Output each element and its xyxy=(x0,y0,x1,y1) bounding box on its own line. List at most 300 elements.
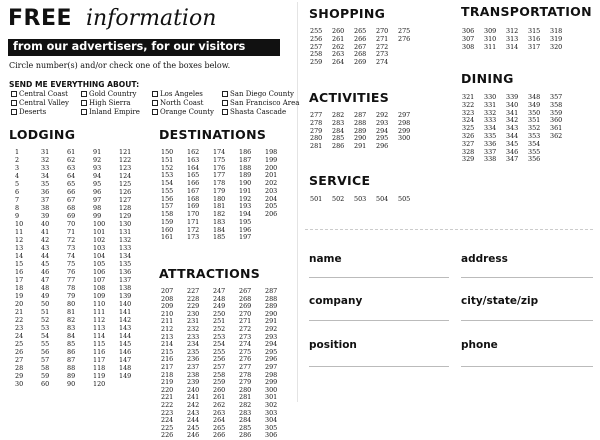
number-option[interactable]: 24 xyxy=(15,332,24,340)
number-option[interactable]: 293 xyxy=(376,118,389,127)
number-option[interactable]: 281 xyxy=(239,393,252,402)
number-option[interactable]: 74 xyxy=(67,252,76,260)
number-option[interactable]: 292 xyxy=(376,111,389,119)
number-option[interactable]: 155 xyxy=(161,186,174,195)
number-option[interactable]: 327 xyxy=(462,139,475,148)
number-option[interactable]: 178 xyxy=(213,179,226,187)
number-option[interactable]: 267 xyxy=(354,42,367,51)
number-option[interactable]: 167 xyxy=(187,186,200,195)
region-checkbox-central-coast[interactable] xyxy=(11,90,68,98)
number-option[interactable]: 1 xyxy=(15,148,20,156)
number-option[interactable]: 56 xyxy=(41,348,50,356)
number-option[interactable]: 84 xyxy=(67,332,76,340)
number-option[interactable]: 41 xyxy=(41,228,50,236)
number-option[interactable]: 254 xyxy=(213,340,226,349)
number-option[interactable]: 207 xyxy=(161,287,174,295)
number-option[interactable]: 268 xyxy=(239,294,252,303)
number-option[interactable]: 43 xyxy=(41,244,50,252)
number-option[interactable]: 307 xyxy=(462,34,475,43)
number-option[interactable]: 51 xyxy=(41,308,50,316)
number-option[interactable]: 214 xyxy=(161,340,174,349)
number-option[interactable]: 306 xyxy=(265,431,278,440)
number-option[interactable]: 36 xyxy=(41,188,50,196)
number-option[interactable]: 108 xyxy=(93,284,106,292)
number-option[interactable]: 236 xyxy=(187,355,200,364)
number-option[interactable]: 118 xyxy=(93,364,106,372)
number-option[interactable] xyxy=(398,143,420,151)
number-option[interactable]: 80 xyxy=(67,300,76,308)
number-option[interactable]: 20 xyxy=(15,300,24,308)
number-option[interactable]: 46 xyxy=(41,268,50,276)
number-option[interactable]: 265 xyxy=(354,27,367,35)
number-option[interactable]: 332 xyxy=(484,108,497,117)
number-option[interactable]: 270 xyxy=(376,27,389,35)
number-option[interactable]: 135 xyxy=(119,260,132,268)
number-option[interactable]: 317 xyxy=(528,42,541,51)
number-option[interactable]: 129 xyxy=(119,212,132,220)
number-option[interactable]: 112 xyxy=(93,316,106,324)
number-option[interactable]: 124 xyxy=(119,172,132,180)
number-option[interactable]: 169 xyxy=(187,202,200,211)
number-option[interactable]: 330 xyxy=(484,93,497,101)
number-option[interactable]: 228 xyxy=(187,294,200,303)
number-option[interactable]: 358 xyxy=(550,100,563,109)
number-option[interactable]: 168 xyxy=(187,194,200,203)
number-option[interactable]: 215 xyxy=(161,347,174,356)
number-option[interactable]: 37 xyxy=(41,196,50,204)
number-option[interactable]: 329 xyxy=(462,155,475,164)
number-option[interactable]: 40 xyxy=(41,220,50,228)
number-option[interactable]: 55 xyxy=(41,340,50,348)
number-option[interactable]: 299 xyxy=(265,378,278,387)
number-option[interactable]: 115 xyxy=(93,340,106,348)
number-option[interactable]: 253 xyxy=(213,332,226,341)
number-option[interactable]: 172 xyxy=(187,225,200,234)
number-option[interactable]: 276 xyxy=(239,355,252,364)
number-option[interactable]: 114 xyxy=(93,332,106,340)
number-option[interactable]: 194 xyxy=(239,210,252,218)
number-option[interactable]: 237 xyxy=(187,362,200,371)
number-option[interactable]: 310 xyxy=(484,34,497,43)
number-option[interactable]: 191 xyxy=(239,186,252,195)
number-option[interactable]: 104 xyxy=(93,252,106,260)
number-option[interactable]: 90 xyxy=(67,380,76,388)
checkbox-square[interactable] xyxy=(81,91,87,97)
checkbox-square[interactable] xyxy=(81,109,87,115)
number-option[interactable]: 109 xyxy=(93,292,106,300)
number-option[interactable]: 18 xyxy=(15,284,24,292)
number-option[interactable]: 78 xyxy=(67,284,76,292)
number-option[interactable]: 91 xyxy=(93,148,102,156)
number-option[interactable]: 182 xyxy=(213,210,226,218)
number-option[interactable]: 297 xyxy=(265,362,278,371)
number-option[interactable]: 130 xyxy=(119,220,132,228)
number-option[interactable]: 279 xyxy=(239,378,252,387)
number-option[interactable]: 26 xyxy=(15,348,24,356)
number-option[interactable]: 162 xyxy=(187,148,200,156)
number-option[interactable]: 156 xyxy=(161,194,174,203)
number-option[interactable]: 305 xyxy=(265,423,278,432)
number-option[interactable]: 503 xyxy=(354,195,367,203)
number-option[interactable]: 166 xyxy=(187,179,200,187)
region-checkbox-shasta-cascade[interactable] xyxy=(222,108,286,116)
region-checkbox-orange-county[interactable] xyxy=(152,108,214,116)
number-option[interactable]: 159 xyxy=(161,217,174,226)
number-option[interactable]: 85 xyxy=(67,340,76,348)
number-option[interactable]: 351 xyxy=(528,116,541,125)
number-option[interactable]: 262 xyxy=(213,400,226,409)
number-option[interactable]: 181 xyxy=(213,202,226,211)
number-option[interactable]: 146 xyxy=(119,348,132,356)
name-field[interactable] xyxy=(309,277,449,278)
number-option[interactable]: 89 xyxy=(67,372,76,380)
number-option[interactable]: 319 xyxy=(550,34,563,43)
number-option[interactable]: 193 xyxy=(239,202,252,211)
number-option[interactable]: 211 xyxy=(161,317,174,326)
number-option[interactable]: 158 xyxy=(161,210,174,218)
number-option[interactable]: 283 xyxy=(332,118,345,127)
number-option[interactable]: 264 xyxy=(213,416,226,425)
number-option[interactable]: 165 xyxy=(187,171,200,180)
number-option[interactable]: 249 xyxy=(213,302,226,311)
number-option[interactable]: 34 xyxy=(41,172,50,180)
number-option[interactable]: 308 xyxy=(462,42,475,51)
number-option[interactable]: 289 xyxy=(265,302,278,311)
region-checkbox-san-diego-county[interactable] xyxy=(222,90,294,98)
number-option[interactable] xyxy=(550,156,572,164)
number-option[interactable]: 341 xyxy=(506,108,519,117)
number-option[interactable]: 83 xyxy=(67,324,76,332)
number-option[interactable]: 4 xyxy=(15,172,20,180)
number-option[interactable]: 239 xyxy=(187,378,200,387)
number-option[interactable]: 300 xyxy=(265,385,278,394)
number-option[interactable]: 259 xyxy=(213,378,226,387)
number-option[interactable]: 217 xyxy=(161,362,174,371)
number-option[interactable]: 316 xyxy=(528,34,541,43)
number-option[interactable]: 14 xyxy=(15,252,24,260)
number-option[interactable]: 295 xyxy=(265,347,278,356)
number-option[interactable]: 318 xyxy=(550,27,563,35)
checkbox-square[interactable] xyxy=(11,100,17,106)
number-option[interactable]: 16 xyxy=(15,268,24,276)
number-option[interactable]: 323 xyxy=(462,108,475,117)
number-option[interactable]: 209 xyxy=(161,302,174,311)
number-option[interactable]: 297 xyxy=(398,111,411,119)
number-option[interactable]: 177 xyxy=(213,171,226,180)
number-option[interactable]: 50 xyxy=(41,300,50,308)
number-option[interactable]: 10 xyxy=(15,220,24,228)
number-option[interactable]: 42 xyxy=(41,236,50,244)
number-option[interactable]: 3 xyxy=(15,164,20,172)
number-option[interactable]: 30 xyxy=(15,380,24,388)
number-option[interactable]: 282 xyxy=(239,400,252,409)
number-option[interactable]: 127 xyxy=(119,196,132,204)
number-option[interactable]: 218 xyxy=(161,370,174,379)
number-option[interactable]: 8 xyxy=(15,204,20,212)
number-option[interactable]: 82 xyxy=(67,316,76,324)
number-option[interactable]: 205 xyxy=(265,202,278,211)
number-option[interactable]: 293 xyxy=(265,332,278,341)
number-option[interactable]: 284 xyxy=(239,416,252,425)
number-option[interactable]: 338 xyxy=(484,155,497,164)
number-option[interactable]: 69 xyxy=(67,212,76,220)
number-option[interactable]: 274 xyxy=(376,58,389,67)
number-option[interactable]: 180 xyxy=(213,194,226,203)
number-option[interactable]: 71 xyxy=(67,228,76,236)
number-option[interactable] xyxy=(265,227,291,235)
number-option[interactable]: 352 xyxy=(528,124,541,133)
number-option[interactable]: 148 xyxy=(119,364,132,372)
checkbox-square[interactable] xyxy=(222,109,228,115)
number-option[interactable]: 153 xyxy=(161,171,174,180)
number-option[interactable]: 216 xyxy=(161,355,174,364)
checkbox-square[interactable] xyxy=(11,91,17,97)
number-option[interactable]: 198 xyxy=(265,148,278,156)
number-option[interactable]: 260 xyxy=(213,385,226,394)
number-option[interactable]: 265 xyxy=(213,423,226,432)
number-option[interactable]: 59 xyxy=(41,372,50,380)
number-option[interactable]: 226 xyxy=(161,431,174,440)
number-option[interactable]: 200 xyxy=(265,163,278,172)
number-option[interactable]: 303 xyxy=(265,408,278,417)
number-option[interactable]: 201 xyxy=(265,171,278,180)
number-option[interactable]: 258 xyxy=(310,50,323,59)
number-option[interactable]: 15 xyxy=(15,260,24,268)
number-option[interactable]: 243 xyxy=(187,408,200,417)
number-option[interactable]: 256 xyxy=(310,34,323,43)
number-option[interactable]: 263 xyxy=(332,50,345,59)
number-option[interactable]: 339 xyxy=(506,93,519,101)
number-option[interactable]: 242 xyxy=(187,400,200,409)
number-option[interactable]: 99 xyxy=(93,212,102,220)
number-option[interactable]: 267 xyxy=(239,287,252,295)
number-option[interactable]: 271 xyxy=(239,317,252,326)
number-option[interactable]: 225 xyxy=(161,423,174,432)
number-option[interactable]: 143 xyxy=(119,324,132,332)
number-option[interactable]: 314 xyxy=(506,42,519,51)
number-option[interactable]: 60 xyxy=(41,380,50,388)
number-option[interactable]: 277 xyxy=(310,111,323,119)
number-option[interactable]: 44 xyxy=(41,252,50,260)
number-option[interactable]: 268 xyxy=(354,50,367,59)
number-option[interactable]: 96 xyxy=(93,188,102,196)
number-option[interactable]: 184 xyxy=(213,225,226,234)
number-option[interactable]: 161 xyxy=(161,233,174,242)
number-option[interactable]: 27 xyxy=(15,356,24,364)
number-option[interactable]: 13 xyxy=(15,244,24,252)
number-option[interactable]: 87 xyxy=(67,356,76,364)
number-option[interactable]: 79 xyxy=(67,292,76,300)
number-option[interactable]: 66 xyxy=(67,188,76,196)
number-option[interactable]: 110 xyxy=(93,300,106,308)
region-checkbox-central-valley[interactable] xyxy=(11,99,69,107)
checkbox-square[interactable] xyxy=(11,109,17,115)
number-option[interactable]: 292 xyxy=(265,324,278,333)
number-option[interactable]: 324 xyxy=(462,116,475,125)
number-option[interactable]: 359 xyxy=(550,108,563,117)
number-option[interactable]: 261 xyxy=(213,393,226,402)
number-option[interactable]: 345 xyxy=(506,139,519,148)
number-option[interactable]: 342 xyxy=(506,116,519,125)
number-option[interactable]: 100 xyxy=(93,220,106,228)
checkbox-square[interactable] xyxy=(81,100,87,106)
number-option[interactable]: 128 xyxy=(119,204,132,212)
number-option[interactable]: 247 xyxy=(213,287,226,295)
number-option[interactable]: 171 xyxy=(187,217,200,226)
number-option[interactable]: 355 xyxy=(528,147,541,156)
number-option[interactable]: 151 xyxy=(161,155,174,164)
number-option[interactable]: 117 xyxy=(93,356,106,364)
number-option[interactable]: 95 xyxy=(93,180,102,188)
number-option[interactable]: 5 xyxy=(15,180,20,188)
number-option[interactable]: 312 xyxy=(506,27,519,35)
number-option[interactable]: 208 xyxy=(161,294,174,303)
number-option[interactable]: 145 xyxy=(119,340,132,348)
number-option[interactable]: 220 xyxy=(161,385,174,394)
number-option[interactable]: 204 xyxy=(265,194,278,203)
number-option[interactable]: 285 xyxy=(239,423,252,432)
number-option[interactable]: 233 xyxy=(187,332,200,341)
number-option[interactable]: 279 xyxy=(310,126,323,135)
number-option[interactable]: 97 xyxy=(93,196,102,204)
position-field[interactable] xyxy=(309,366,449,367)
number-option[interactable]: 255 xyxy=(310,27,323,35)
number-option[interactable]: 73 xyxy=(67,244,76,252)
number-option[interactable]: 68 xyxy=(67,204,76,212)
number-option[interactable]: 294 xyxy=(376,126,389,135)
number-option[interactable]: 283 xyxy=(239,408,252,417)
number-option[interactable]: 57 xyxy=(41,356,50,364)
region-checkbox-deserts[interactable] xyxy=(11,108,46,116)
number-option[interactable]: 126 xyxy=(119,188,132,196)
number-option[interactable]: 278 xyxy=(310,118,323,127)
number-option[interactable]: 119 xyxy=(93,372,106,380)
number-option[interactable]: 197 xyxy=(239,233,252,242)
number-option[interactable]: 164 xyxy=(187,163,200,172)
number-option[interactable]: 252 xyxy=(213,324,226,333)
number-option[interactable]: 86 xyxy=(67,348,76,356)
number-option[interactable]: 337 xyxy=(484,147,497,156)
number-option[interactable]: 277 xyxy=(239,362,252,371)
number-option[interactable]: 67 xyxy=(67,196,76,204)
number-option[interactable]: 272 xyxy=(239,324,252,333)
number-option[interactable]: 273 xyxy=(376,50,389,59)
number-option[interactable]: 255 xyxy=(213,347,226,356)
number-option[interactable]: 309 xyxy=(484,27,497,35)
number-option[interactable] xyxy=(550,149,572,157)
number-option[interactable]: 170 xyxy=(187,210,200,218)
number-option[interactable]: 250 xyxy=(213,309,226,318)
number-option[interactable]: 335 xyxy=(484,131,497,140)
number-option[interactable]: 2 xyxy=(15,156,20,164)
checkbox-square[interactable] xyxy=(222,100,228,106)
number-option[interactable]: 270 xyxy=(239,309,252,318)
number-option[interactable]: 213 xyxy=(161,332,174,341)
number-option[interactable]: 222 xyxy=(161,400,174,409)
number-option[interactable]: 134 xyxy=(119,252,132,260)
number-option[interactable]: 238 xyxy=(187,370,200,379)
number-option[interactable]: 251 xyxy=(213,317,226,326)
number-option[interactable]: 212 xyxy=(161,324,174,333)
number-option[interactable]: 163 xyxy=(187,155,200,164)
number-option[interactable]: 35 xyxy=(41,180,50,188)
number-option[interactable]: 260 xyxy=(332,27,345,35)
number-option[interactable]: 353 xyxy=(528,131,541,140)
number-option[interactable]: 210 xyxy=(161,309,174,318)
number-option[interactable]: 235 xyxy=(187,347,200,356)
number-option[interactable]: 340 xyxy=(506,100,519,109)
number-option[interactable]: 282 xyxy=(332,111,345,119)
number-option[interactable]: 284 xyxy=(332,126,345,135)
number-option[interactable]: 257 xyxy=(310,42,323,51)
number-option[interactable]: 132 xyxy=(119,236,132,244)
number-option[interactable]: 334 xyxy=(484,124,497,133)
number-option[interactable]: 280 xyxy=(310,134,323,143)
number-option[interactable]: 120 xyxy=(93,380,106,388)
number-option[interactable]: 272 xyxy=(376,42,389,51)
number-option[interactable]: 287 xyxy=(354,111,367,119)
number-option[interactable]: 103 xyxy=(93,244,106,252)
region-checkbox-los-angeles[interactable] xyxy=(152,90,203,98)
number-option[interactable]: 287 xyxy=(265,287,278,295)
number-option[interactable]: 9 xyxy=(15,212,20,220)
number-option[interactable]: 189 xyxy=(239,171,252,180)
number-option[interactable]: 176 xyxy=(213,163,226,172)
number-option[interactable]: 157 xyxy=(161,202,174,211)
number-option[interactable]: 6 xyxy=(15,188,20,196)
number-option[interactable]: 221 xyxy=(161,393,174,402)
number-option[interactable]: 344 xyxy=(506,131,519,140)
number-option[interactable]: 269 xyxy=(354,58,367,67)
number-option[interactable] xyxy=(398,51,420,59)
number-option[interactable]: 186 xyxy=(239,148,252,156)
number-option[interactable]: 350 xyxy=(528,108,541,117)
number-option[interactable]: 125 xyxy=(119,180,132,188)
number-option[interactable]: 58 xyxy=(41,364,50,372)
number-option[interactable]: 185 xyxy=(213,233,226,242)
number-option[interactable]: 348 xyxy=(528,93,541,101)
number-option[interactable]: 131 xyxy=(119,228,132,236)
number-option[interactable]: 356 xyxy=(528,155,541,164)
number-option[interactable]: 286 xyxy=(239,431,252,440)
region-checkbox-gold-country[interactable] xyxy=(81,90,136,98)
number-option[interactable]: 62 xyxy=(67,156,76,164)
number-option[interactable]: 219 xyxy=(161,378,174,387)
number-option[interactable]: 227 xyxy=(187,287,200,295)
number-option[interactable]: 294 xyxy=(265,340,278,349)
number-option[interactable]: 63 xyxy=(67,164,76,172)
number-option[interactable]: 266 xyxy=(213,431,226,440)
number-option[interactable]: 295 xyxy=(376,134,389,143)
company-field[interactable] xyxy=(309,320,449,321)
number-option[interactable]: 203 xyxy=(265,186,278,195)
number-option[interactable]: 199 xyxy=(265,155,278,164)
number-option[interactable]: 149 xyxy=(119,372,132,380)
number-option[interactable]: 288 xyxy=(265,294,278,303)
number-option[interactable]: 241 xyxy=(187,393,200,402)
number-option[interactable]: 202 xyxy=(265,179,278,187)
number-option[interactable]: 19 xyxy=(15,292,24,300)
number-option[interactable]: 264 xyxy=(332,58,345,67)
number-option[interactable]: 322 xyxy=(462,100,475,109)
number-option[interactable]: 281 xyxy=(310,142,323,151)
number-option[interactable]: 123 xyxy=(119,164,132,172)
number-option[interactable]: 285 xyxy=(332,134,345,143)
number-option[interactable]: 133 xyxy=(119,244,132,252)
number-option[interactable]: 65 xyxy=(67,180,76,188)
number-option[interactable]: 290 xyxy=(265,309,278,318)
number-option[interactable] xyxy=(398,59,420,67)
